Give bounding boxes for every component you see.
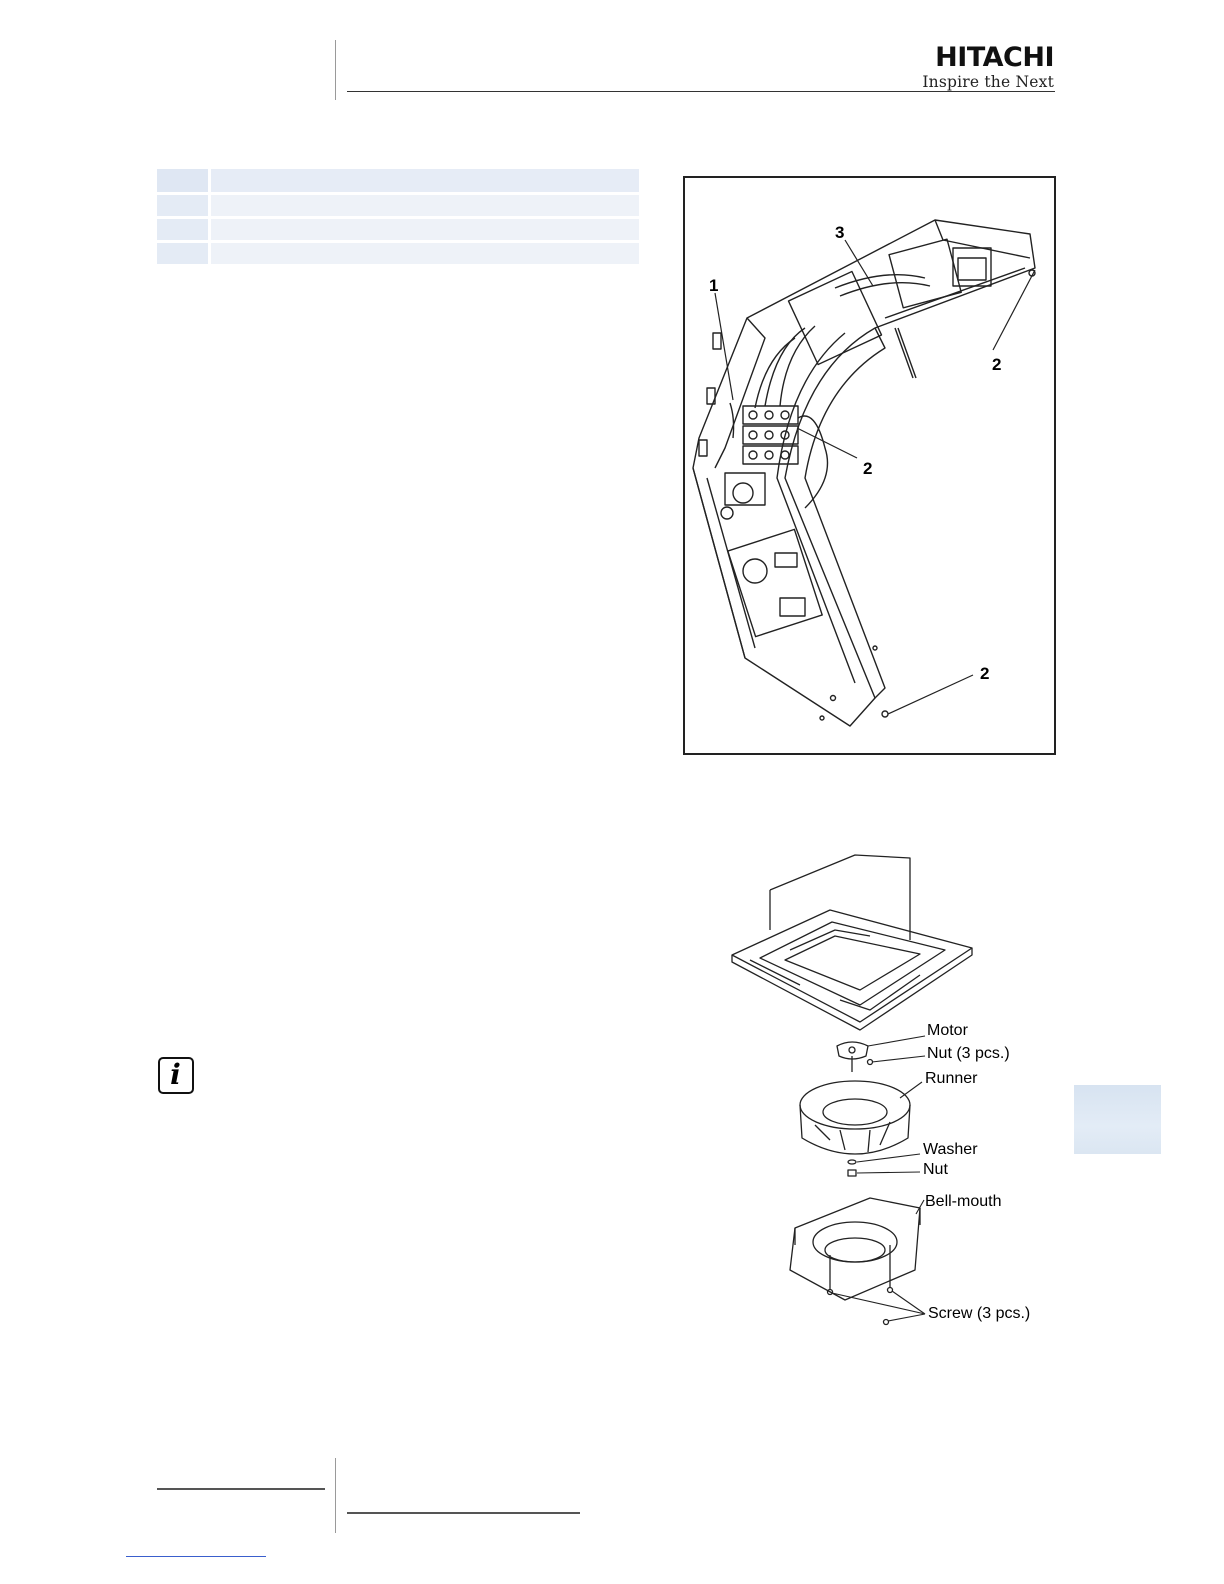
table-cell: [208, 243, 639, 264]
label-bell-mouth: Bell-mouth: [925, 1193, 1002, 1210]
callout-2-middle: 2: [863, 459, 873, 478]
table-row: [157, 219, 639, 240]
table-header-row: [157, 169, 639, 192]
info-glyph: i: [170, 1058, 181, 1091]
footer-vertical-rule: [335, 1458, 336, 1533]
label-washer: Washer: [923, 1141, 978, 1158]
header-vertical-rule: [335, 40, 336, 100]
header-horizontal-rule: [347, 91, 1055, 92]
info-icon: [158, 1057, 194, 1094]
table-row: [157, 195, 639, 216]
label-screw-3-pcs: Screw (3 pcs.): [928, 1305, 1031, 1322]
table-cell: [157, 219, 208, 240]
callout-1: 1: [709, 276, 719, 295]
fan-assembly-figure: [720, 850, 1050, 1340]
footer-right-rule: [347, 1512, 580, 1514]
table-cell: [157, 195, 208, 216]
label-runner: Runner: [925, 1070, 978, 1087]
fan-assembly-drawing: [720, 850, 1050, 1340]
label-nut-3-pcs: Nut (3 pcs.): [927, 1045, 1010, 1062]
table-cell: [208, 195, 639, 216]
callout-3: 3: [835, 223, 845, 242]
table-row: [157, 243, 639, 264]
callout-2-top-right: 2: [992, 355, 1002, 374]
chapter-tab: [1074, 1085, 1161, 1154]
brand-logo: [900, 44, 1054, 91]
label-motor: Motor: [927, 1022, 968, 1039]
table-cell: [208, 219, 639, 240]
table-cell: [157, 243, 208, 264]
parts-table: [157, 166, 639, 267]
table-cell: [157, 169, 208, 192]
table-cell: [208, 169, 639, 192]
brand-name: HITACHI: [935, 42, 1054, 73]
brand-tagline: Inspire the Next: [922, 73, 1054, 91]
label-nut: Nut: [923, 1161, 948, 1178]
footer-link-underline[interactable]: [126, 1556, 266, 1557]
callout-2-bottom: 2: [980, 664, 990, 683]
electrical-box-drawing: [685, 178, 1054, 753]
footer-left-rule: [157, 1488, 325, 1490]
electrical-box-figure: [683, 176, 1056, 755]
